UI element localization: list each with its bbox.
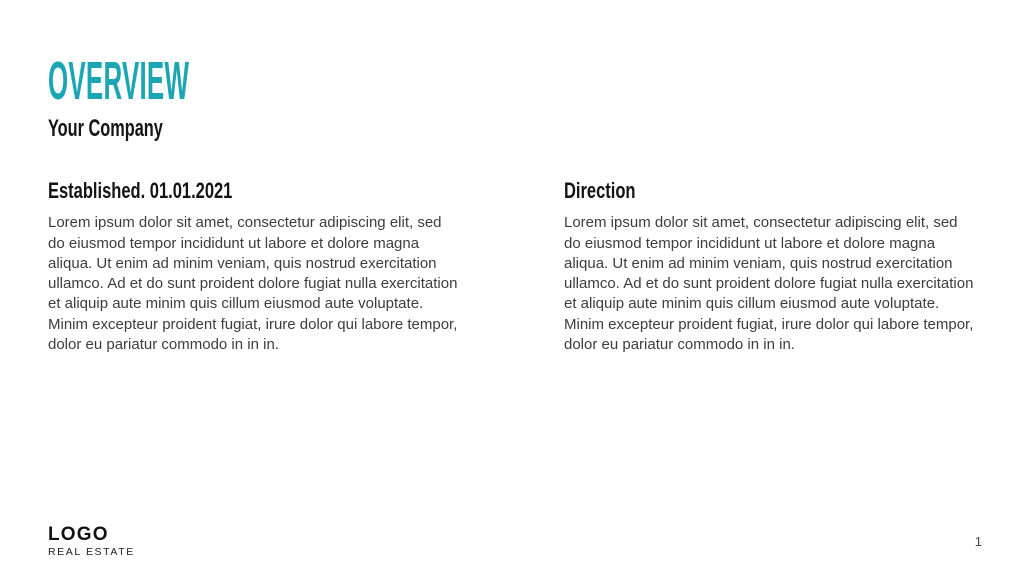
column-direction-body: Lorem ipsum dolor sit amet, consectetur adipiscing elit, sed do eiusmod tempor incididunt ut labore et dolore magna aliqua. Ut enim ad minim veniam, quis nostrud exercitation ullamco. Ad et do sunt proident dolore fugiat nulla exercitation et aliquip aute minim quis cillum eiusmod aute voluptate. Minim excepteur proident fugiat, irure dolor qui labore tempor, dolor eu pariatur commodo in in in. — [564, 214, 974, 354]
column-direction — [564, 178, 975, 355]
column-direction-heading — [564, 178, 975, 203]
page-number: 1 — [974, 534, 982, 549]
column-established-heading — [48, 178, 459, 203]
content-columns — [48, 178, 975, 355]
logo-name: LOGO — [48, 524, 109, 545]
logo-tagline: REAL ESTATE — [48, 545, 135, 558]
page-title — [48, 51, 342, 111]
column-established — [48, 178, 459, 355]
slide-subtitle — [48, 116, 217, 142]
column-established-body: Lorem ipsum dolor sit amet, consectetur adipiscing elit, sed do eiusmod tempor incididunt ut labore et dolore magna aliqua. Ut enim ad minim veniam, quis nostrud exercitation ullamco. Ad et do sunt proident dolore fugiat nulla exercitation et aliquip aute minim quis cillum eiusmod aute voluptate. Minim excepteur proident fugiat, irure dolor qui labore tempor, dolor eu pariatur commodo in in in. — [48, 214, 458, 354]
column-direction-heading-text: Direction — [564, 178, 636, 203]
company-logo — [48, 525, 135, 558]
column-established-heading-text: Established. 01.01.2021 — [48, 178, 233, 203]
page-title-text: OVERVIEW — [48, 51, 190, 111]
slide-subtitle-text: Your Company — [48, 115, 163, 142]
